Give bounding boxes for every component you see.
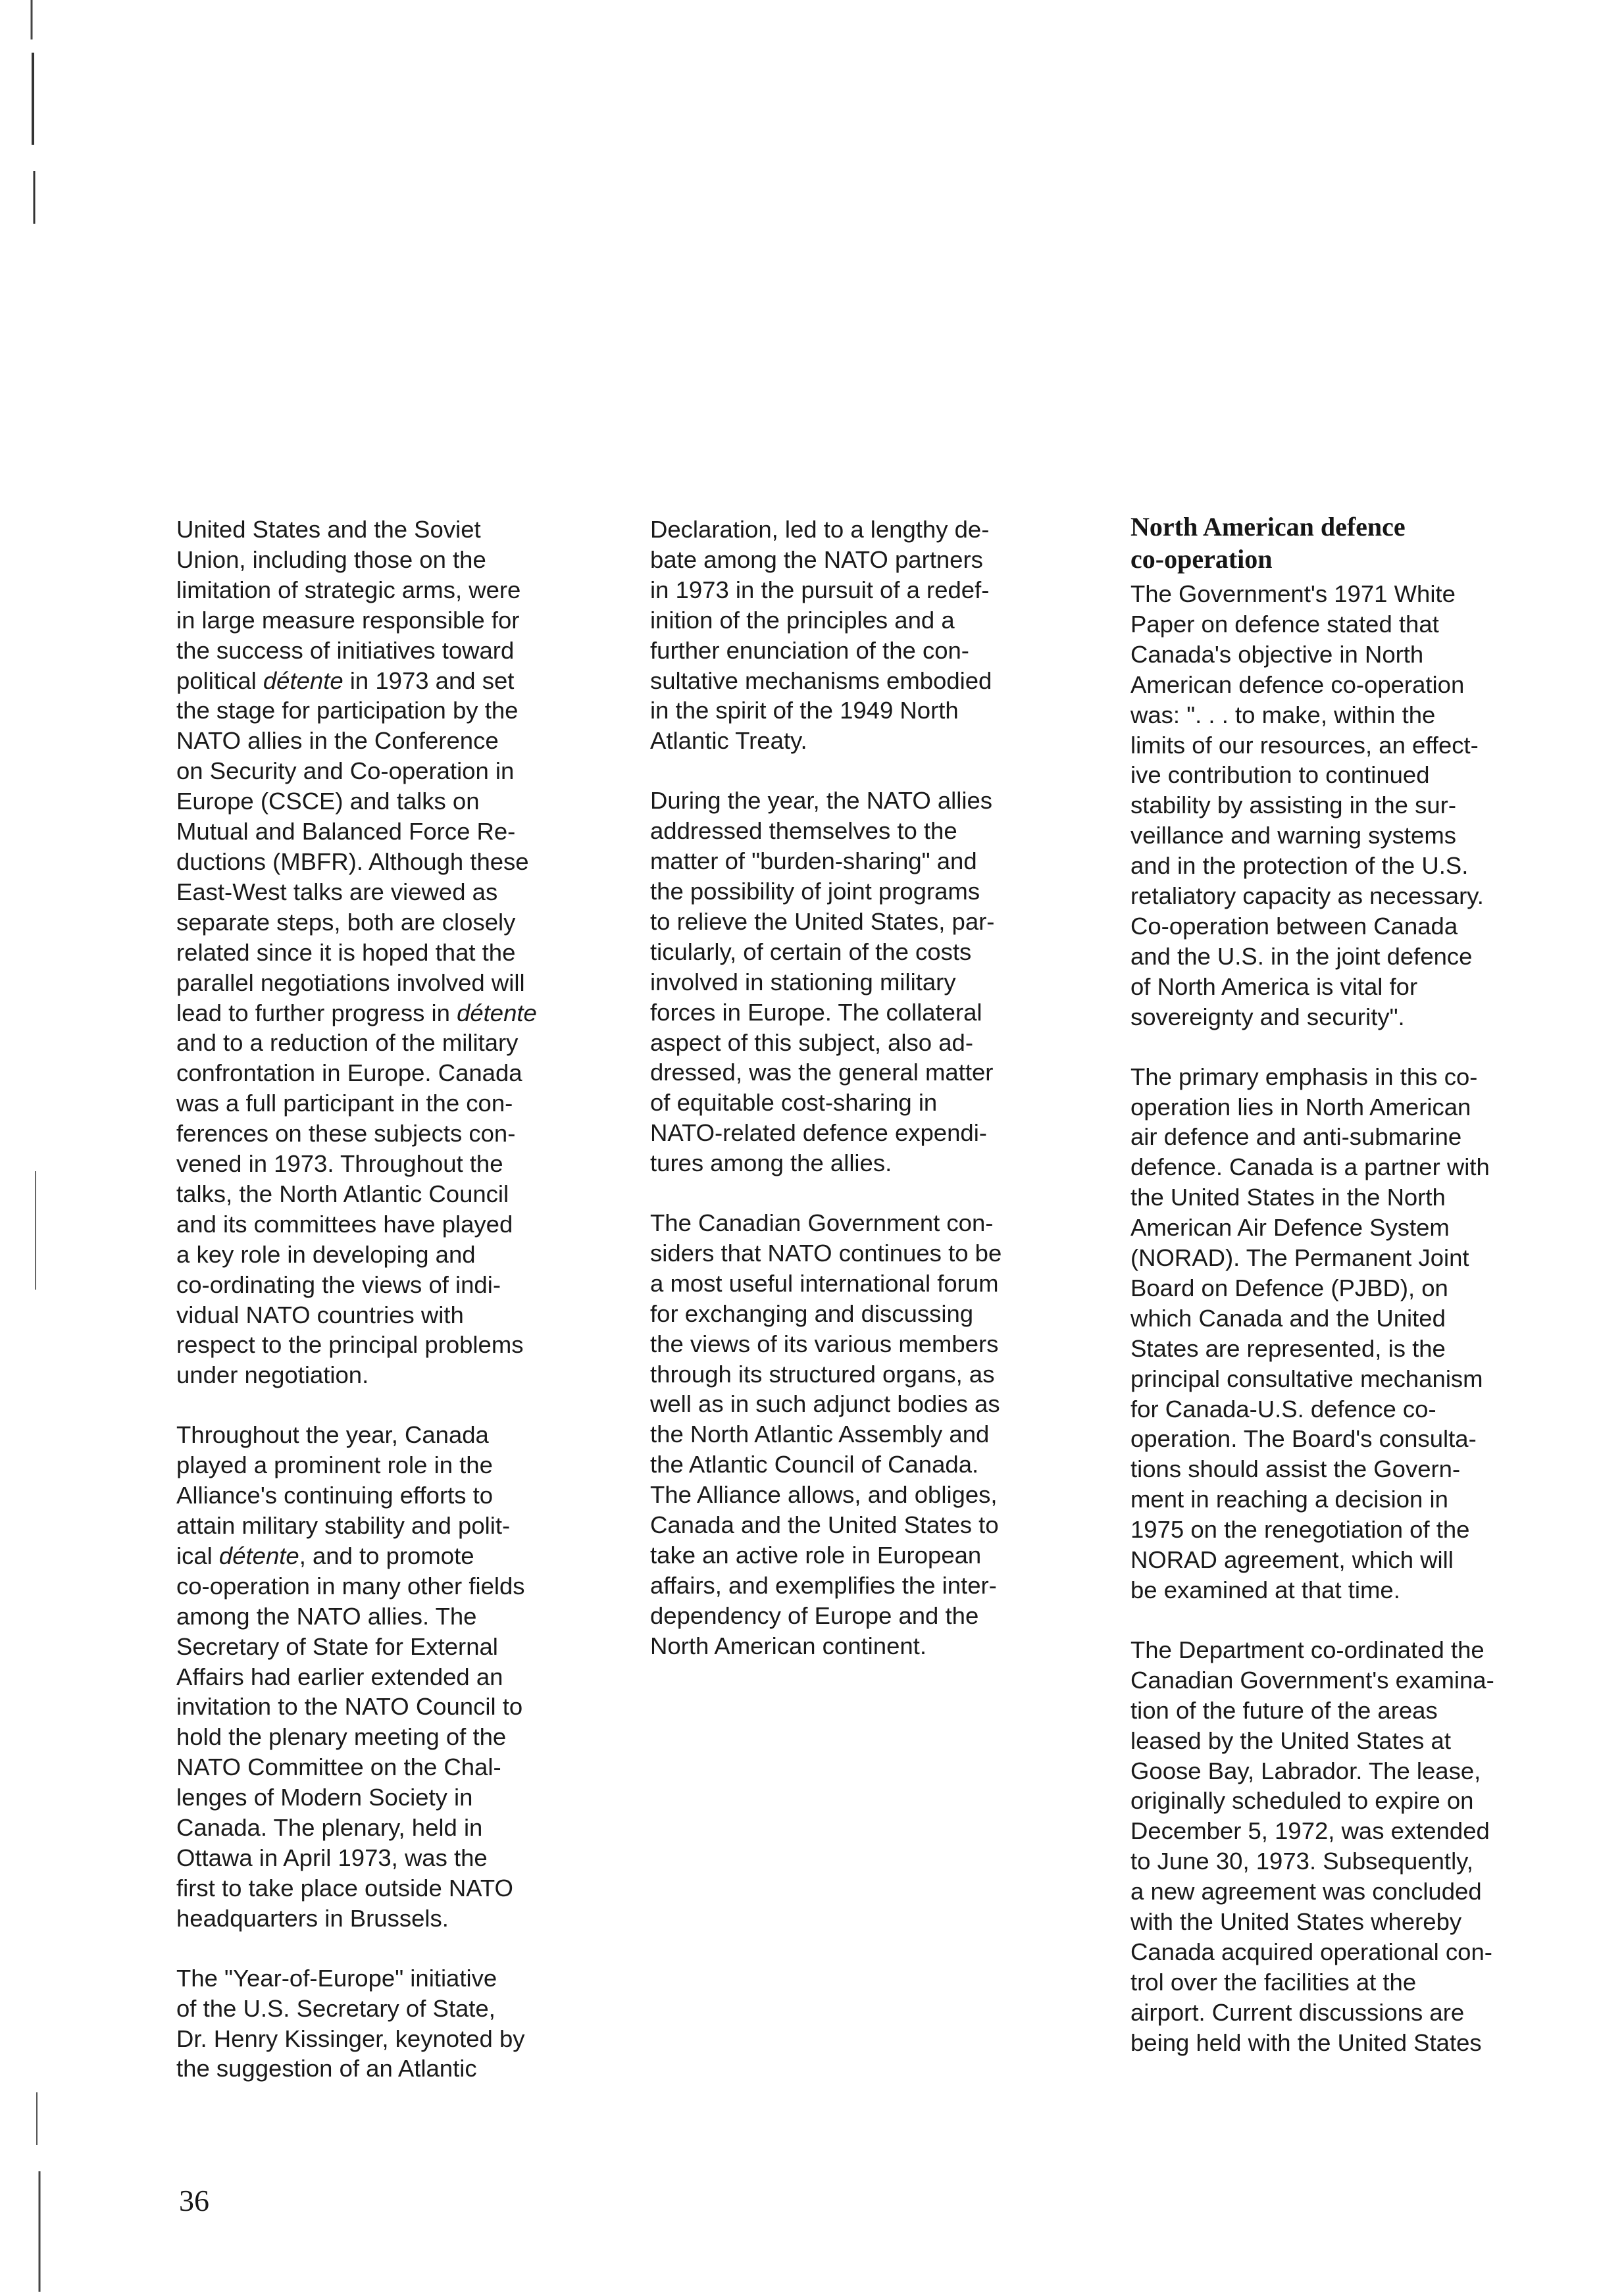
italic-term: détente	[457, 999, 537, 1026]
left-column	[176, 515, 611, 2113]
left-paragraph-1: United States and the Soviet Union, including those on the limitation of strategic arms, were in large measure responsible for the success of initiatives toward political détente in 1973 and set the stage for participation by the NATO allies in the Conference on Security and Co-operation in Europe (CSCE) and talks on Mutual and Balanced Force Re- ductions (MBFR). Although these East-West talks are viewed as separate steps, both are closely related since it is hoped that the parallel negotiations involved will lead to further progress in détente and to a reduction of the military confrontation in Europe. Canada was a full participant in the con- ferences on these subjects con- vened in 1973. Throughout the talks, the North Atlantic Council and its committees have played a key role in developing and co-ordinating the views of indi- vidual NATO countries with respect to the principal problems under negotiation.	[176, 516, 537, 1389]
right-column	[1130, 511, 1578, 2088]
section-heading: North American defence co-operation	[1130, 512, 1406, 574]
middle-column	[650, 515, 1084, 1691]
right-paragraph-3: The Department co-ordinated the Canadian Government's examina- tion of the future of the areas leased by the United States at Goose Bay, Labrador. The lease, originally scheduled to expire on December 5, 1972, was extended to June 30, 1973. Subsequently, a new agreement was concluded with the United States whereby Canada acquired operational con- trol over the facilities at the airport. Current discussions are being held with the United States	[1130, 1636, 1494, 2056]
italic-term: détente	[218, 1542, 299, 1569]
middle-paragraph-3: The Canadian Government con- siders that NATO continues to be a most useful international forum for exchanging and discussing the views of its various members through its structured organs, as well as in such adjunct bodies as the North Atlantic Assembly and the Atlantic Council of Canada. The Alliance allows, and obliges, Canada and the United States to take an active role in European affairs, and exemplifies the inter- dependency of Europe and the North American continent.	[650, 1209, 1002, 1659]
scan-binding-edge	[0, 0, 79, 2292]
italic-term: détente	[263, 667, 343, 694]
scan-edge-marks	[0, 0, 79, 2292]
right-paragraph-2: The primary emphasis in this co- operation lies in North American air defence and anti-submarine defence. Canada is a partner with the United States in the North American Air Defence System (NORAD). The Permanent Joint Board on Defence (PJBD), on which Canada and the United States are represented, is the principal consultative mechanism for Canada-U.S. defence co- operation. The Board's consulta- tions should assist the Govern- ment in reaching a decision in 1975 on the renegotiation of the NORAD agreement, which will be examined at that time.	[1130, 1063, 1490, 1603]
right-paragraph-1: The Government's 1971 White Paper on defence stated that Canada's objective in North American defence co-operation was: ". . . to make, within the limits of our resources, an effect- ive contribution to continued stability by assisting in the sur- veillance and warning systems and in the protection of the U.S. retaliatory capacity as necessary. Co-operation between Canada and the U.S. in the joint defence of North America is vital for sovereignty and security".	[1130, 580, 1484, 1030]
middle-paragraph-2: During the year, the NATO allies addressed themselves to the matter of "burden-sharing" and the possibility of joint programs to relieve the United States, par- ticularly, of certain of the costs involved in stationing military forces in Europe. The collateral aspect of this subject, also ad- dressed, was the general matter of equitable cost-sharing in NATO-related defence expendi- tures among the allies.	[650, 787, 995, 1177]
left-paragraph-2: Throughout the year, Canada played a prominent role in the Alliance's continuing efforts to attain military stability and polit- ical détente, and to promote co-operation in many other fields among the NATO allies. The Secretary of State for External Affairs had earlier extended an invitation to the NATO Council to hold the plenary meeting of the NATO Committee on the Chal- lenges of Modern Society in Canada. The plenary, held in Ottawa in April 1973, was the first to take place outside NATO headquarters in Brussels.	[176, 1421, 525, 1932]
middle-paragraph-1: Declaration, led to a lengthy de- bate among the NATO partners in 1973 in the pursuit of a redef- inition of the principles and a further enunciation of the con- sultative mechanisms embodied in the spirit of the 1949 North Atlantic Treaty.	[650, 516, 992, 755]
page-number: 36	[179, 2184, 209, 2217]
left-paragraph-3: The "Year-of-Europe" initiative of the U.S. Secretary of State, Dr. Henry Kissinger, keynoted by the suggestion of an Atlantic	[176, 1964, 525, 2082]
